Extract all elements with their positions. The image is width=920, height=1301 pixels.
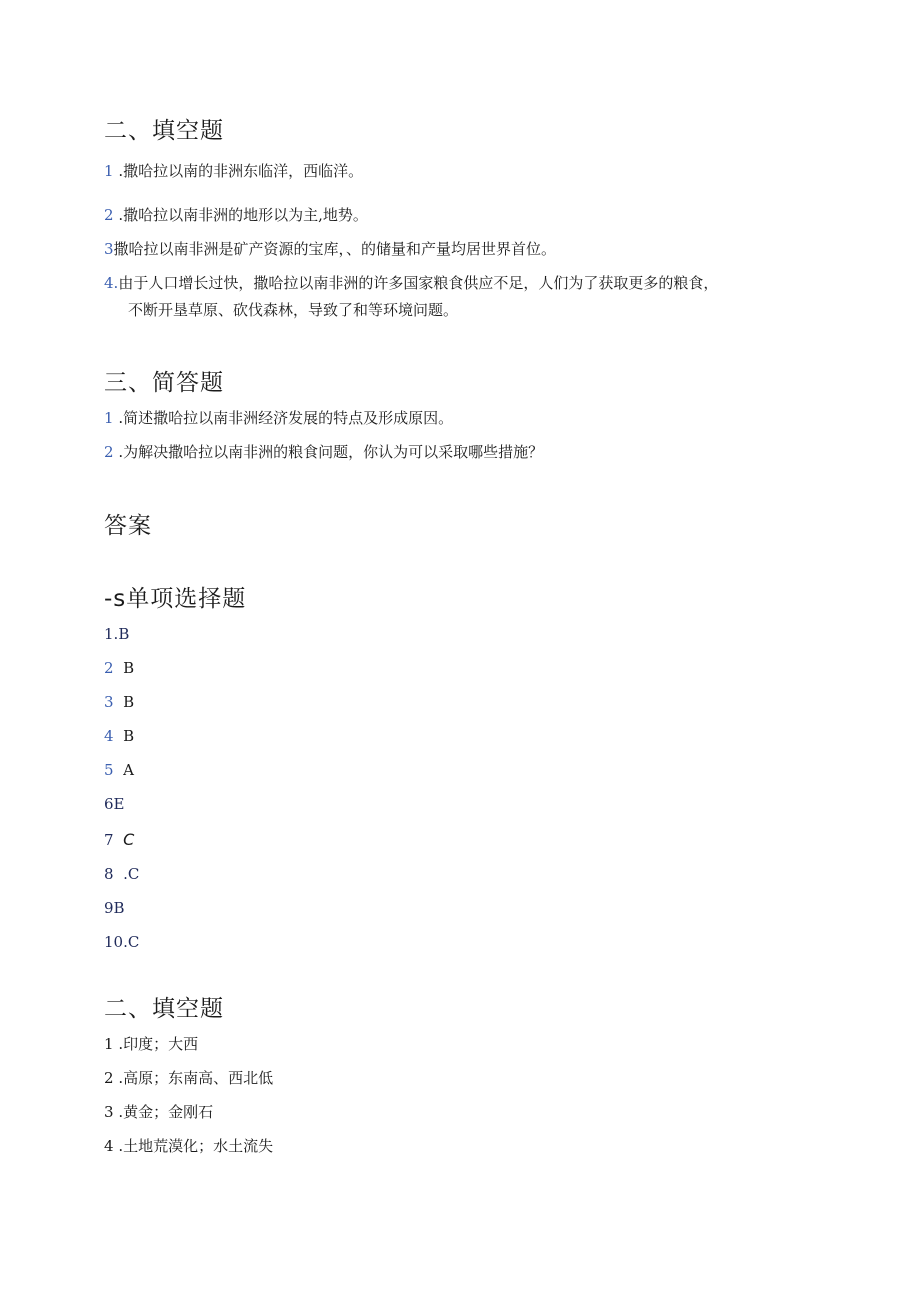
question-number: 1 (104, 409, 114, 427)
question-number: 2 (104, 206, 114, 224)
choice-answer-7 (104, 830, 134, 850)
choice-answer-6 (104, 794, 125, 814)
answer-number: 2 (104, 659, 114, 677)
choice-answers-title: -s单项选择题 (104, 586, 247, 612)
short-question-1 (104, 407, 453, 429)
question-number: 2 (104, 443, 114, 461)
answer-value: .高原；东南高、西北低 (113, 1069, 274, 1087)
answer-value: B (123, 727, 135, 745)
fill-answer-2 (104, 1068, 273, 1088)
answer-number: 3 (104, 1103, 114, 1121)
question-text: .撒哈拉以南的非洲东临洋，西临洋。 (113, 162, 364, 180)
answer-number: 3 (104, 693, 114, 711)
answer-value: .C (123, 865, 140, 883)
choice-answer-3 (104, 692, 134, 712)
choice-answer-1 (104, 624, 129, 644)
answer-value: 6E (104, 795, 125, 813)
choice-answer-2 (104, 658, 134, 678)
fill-question-4 (104, 272, 718, 294)
question-text: .撒哈拉以南非洲的地形以为主,地势。 (113, 206, 368, 224)
answer-value: .印度；大西 (113, 1035, 199, 1053)
answer-value: .土地荒漠化；水土流失 (113, 1137, 274, 1155)
answer-number: 5 (104, 761, 114, 779)
fill-question-3 (104, 238, 556, 260)
question-text: 由于人口增长过快，撒哈拉以南非洲的许多国家粮食供应不足，人们为了获取更多的粮食， (118, 274, 719, 292)
fill-question-4-continuation: 不断开垦草原、砍伐森林，导致了和等环境问题。 (128, 301, 459, 319)
answer-value: B (118, 625, 130, 643)
question-number: 4. (104, 274, 119, 292)
choice-answer-10 (104, 932, 139, 952)
answer-number: 7 (104, 831, 114, 849)
answer-number: 1 (104, 1035, 114, 1053)
answer-number: 4 (104, 727, 114, 745)
fill-question-2 (104, 204, 368, 226)
question-text: .简述撒哈拉以南非洲经济发展的特点及形成原因。 (113, 409, 454, 427)
answer-value: B (123, 659, 135, 677)
short-question-2 (104, 441, 543, 463)
choice-answer-4 (104, 726, 134, 746)
answer-number: 4 (104, 1137, 114, 1155)
fill-answer-4 (104, 1136, 273, 1156)
question-text: 撒哈拉以南非洲是矿产资源的宝库，、的储量和产量均居世界首位。 (113, 240, 557, 258)
answer-value: 10.C (104, 933, 140, 951)
answer-value: B (123, 693, 135, 711)
choice-answer-8 (104, 864, 139, 884)
choice-answer-9 (104, 898, 125, 918)
fill-section-title: 二、填空题 (104, 118, 224, 144)
answer-value: C (123, 830, 135, 849)
question-text: .为解决撒哈拉以南非洲的粮食问题，你认为可以采取哪些措施？ (113, 443, 544, 461)
question-number: 1 (104, 162, 114, 180)
fill-answers-title: 二、填空题 (104, 996, 224, 1022)
fill-answer-3 (104, 1102, 213, 1122)
choice-answer-5 (104, 760, 134, 780)
fill-question-1 (104, 160, 363, 182)
answer-value: A (123, 761, 134, 779)
answer-number: 8 (104, 865, 114, 883)
answer-value: .黄金；金刚石 (113, 1103, 214, 1121)
question-number: 3 (104, 240, 114, 258)
answer-value: 9B (104, 899, 125, 917)
short-answer-section-title: 三、简答题 (104, 370, 224, 396)
answer-number: 2 (104, 1069, 114, 1087)
answer-number: 1. (104, 625, 119, 643)
answers-title: 答案 (104, 513, 152, 539)
fill-answer-1 (104, 1034, 198, 1054)
